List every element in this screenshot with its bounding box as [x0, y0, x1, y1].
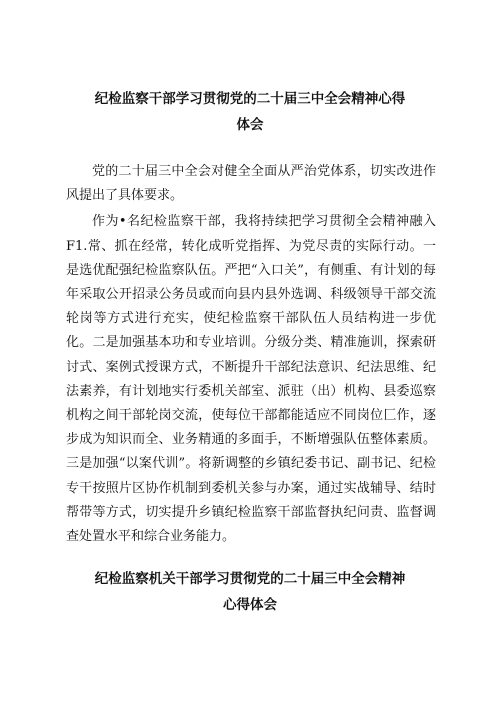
section-2-title-line-2: 心得体会 [223, 597, 277, 613]
body-paragraph: 党的二十届三中全会对健全全面从严治党体系，切实改进作风提出了具体要求。 [66, 164, 436, 204]
section-1-body [66, 160, 436, 549]
section-1-title-line-1: 纪检监察干部学习贯彻党的二十届三中全会精神心得 [94, 91, 406, 107]
section-1-title-line-2: 体会 [236, 117, 264, 133]
section-2-title-line-1: 纪检监察机关干部学习贯彻党的二十届三中全会精神 [94, 571, 406, 587]
section-1-title [70, 86, 430, 138]
body-paragraph: 作为•名纪检监察干部，我将持续把学习贯彻全会精神融入F1.常、抓在经常，转化成听党指挥、为党尽责的实际行动。一是选优配强纪检监察队伍。严把“入口关”，有侧重、有计划的每年采取公开招录公务员或而向县内县外选调、科级领导干部交流轮岗等方式进行充实，使纪检监察干部队伍人员结构进一步优化。二是加强基本功和专业培训。分级分类、精准施训，探索研讨式、案例式授课方式，不断提升干部纪法意识、纪法思维、纪法素养，有计划地实行委机关部室、派驻（出）机构、县委巡察机构之间干部轮岗交流，使每位干部都能适应不同岗位匚作，逐步成为知识而全、业务精通的多面手，不断增强队伍整体素质。三是加强“以案代训”。将新调整的乡镇纪委书记、副书记、纪检专干按照片区协作机制到委机关参与办案，通过实战辅导、结时帮带等方式，切实提升乡镇纪检监察干部监督执纪问责、监督调查处置水平和综合业务能力。 [66, 214, 436, 545]
section-2-title [70, 566, 430, 618]
